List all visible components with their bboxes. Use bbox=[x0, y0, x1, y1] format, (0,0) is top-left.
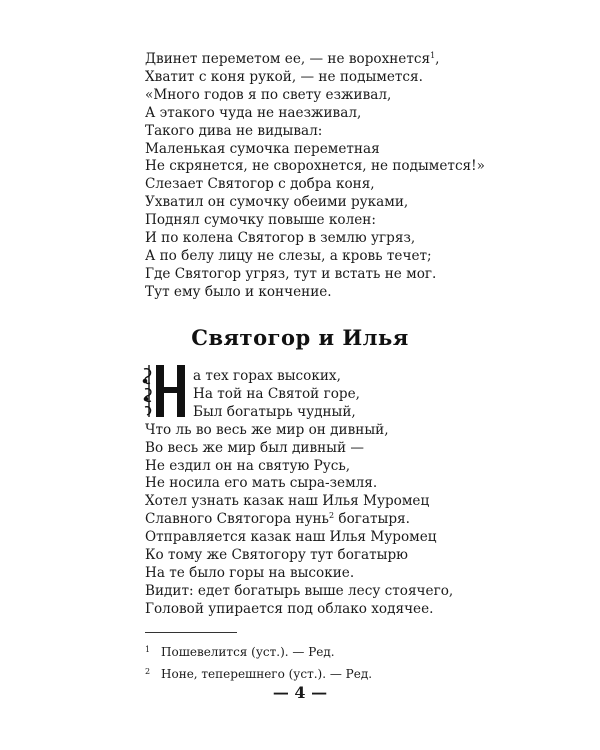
poem-line: А этакого чуда не наезживал, bbox=[145, 104, 362, 121]
poem-line: Славного Святогора нунь$^2$ богатыря. bbox=[145, 511, 410, 528]
poem-line: Где Святогор угряз, тут и встать не мог. bbox=[145, 265, 437, 282]
poem-bottom bbox=[145, 368, 565, 619]
poem-line: А по белу лицу не слезы, а кровь течет; bbox=[145, 247, 432, 264]
poem-line: Был богатырь чудный, bbox=[193, 403, 356, 420]
poem-line: Не скрянется, не сворохнется, не подымется!» bbox=[145, 158, 485, 175]
poem-line: «Много годов я по свету езживал, bbox=[145, 86, 392, 103]
footnote-ref: 2 bbox=[328, 511, 335, 521]
poem-line: На той на Святой горе, bbox=[193, 385, 360, 402]
section-title: Святогор и Илья bbox=[191, 325, 409, 350]
poem-line: И по колена Святогор в землю угряз, bbox=[145, 230, 416, 247]
footnote-text: Ноне, теперешнего (уст.). — Ред. bbox=[161, 667, 373, 681]
footnote-divider bbox=[145, 632, 237, 633]
poem-line: Хотел узнать казак наш Илья Муромец bbox=[145, 493, 430, 510]
poem-line: Не ездил он на святую Русь, bbox=[145, 457, 351, 474]
footnote-ref: 1 bbox=[430, 51, 436, 60]
poem-line: Что ль во весь же мир он дивный, bbox=[145, 421, 389, 438]
footnotes bbox=[145, 640, 372, 684]
footnote bbox=[145, 662, 372, 684]
page-number: — 4 — bbox=[272, 683, 328, 702]
poem-line: Поднял сумочку повыше колен: bbox=[145, 212, 376, 229]
poem-line: Видит: едет богатырь выше лесу стоячего, bbox=[145, 582, 454, 599]
footnote bbox=[145, 640, 372, 662]
poem-line: Ко тому же Святогору тут богатырю bbox=[145, 547, 408, 564]
poem-line: Не носила его мать сыра-земля. bbox=[145, 475, 378, 492]
footnote-mark: 2 bbox=[145, 667, 151, 676]
poem-top bbox=[145, 51, 565, 302]
poem-line: На те было горы на высокие. bbox=[145, 564, 355, 581]
poem-line: Маленькая сумочка переметная bbox=[145, 140, 380, 157]
poem-line: Головой упирается под облако ходячее. bbox=[145, 600, 434, 617]
poem-line: Отправляется казак наш Илья Муромец bbox=[145, 529, 437, 546]
poem-line: Слезает Святогор с добра коня, bbox=[145, 176, 375, 193]
footnote-text: Пошевелится (уст.). — Ред. bbox=[161, 645, 335, 659]
poem-line: Во весь же мир был дивный — bbox=[145, 439, 364, 456]
poem-line: Тут ему было и кончение. bbox=[145, 283, 332, 300]
poem-line: Двинет переметом ее, — не ворохнется$^1$, bbox=[145, 51, 440, 67]
poem-line: Такого дива не видывал: bbox=[145, 122, 323, 139]
footnote-mark: 1 bbox=[145, 645, 151, 654]
poem-line: Хватит с коня рукой, — не подымется. bbox=[145, 68, 423, 85]
poem-line: а тех горах высоких, bbox=[193, 368, 341, 384]
poem-line: Ухватил он сумочку обеими руками, bbox=[145, 194, 409, 211]
